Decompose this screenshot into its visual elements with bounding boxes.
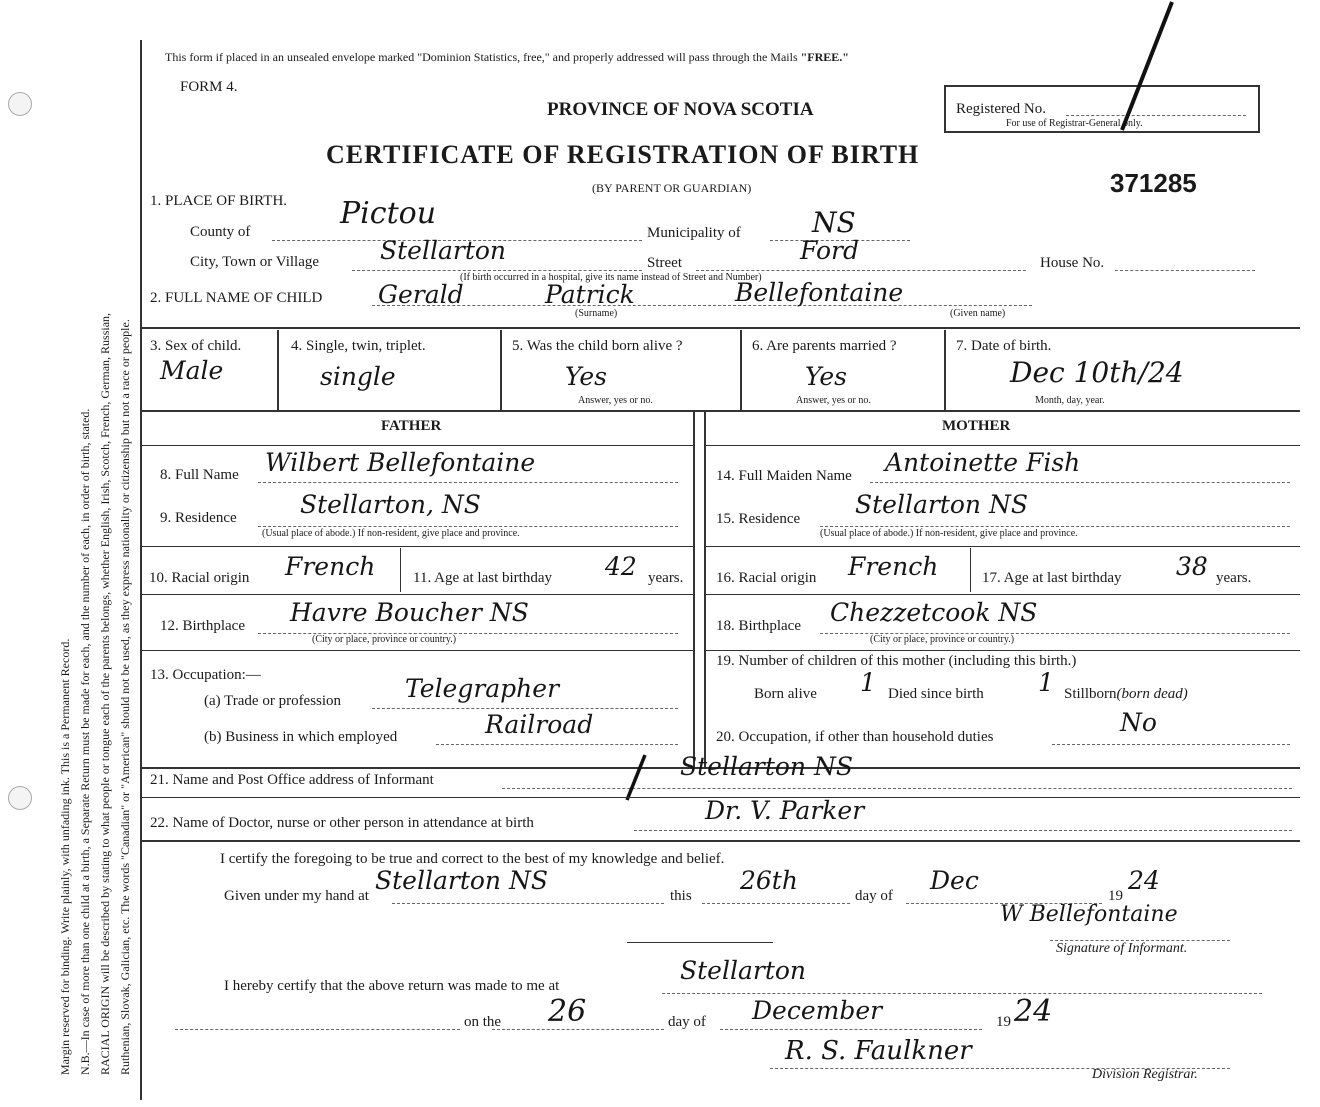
occupation-label: 13. Occupation:— xyxy=(150,667,261,683)
certificate-title: CERTIFICATE OF REGISTRATION OF BIRTH xyxy=(326,140,920,169)
margin-note-3: RACIAL ORIGIN will be described by stating to what people or tongue each of the parents belongs, whether English, Irish, Scotch, French, German, Russian, xyxy=(98,312,112,1075)
municipality-label: Municipality of xyxy=(647,225,741,241)
father-name-value: Wilbert Bellefontaine xyxy=(265,448,536,477)
answer-note-married: Answer, yes or no. xyxy=(796,395,871,406)
registrar-month-value: December xyxy=(752,996,883,1025)
parents-married-value: Yes xyxy=(805,362,847,391)
certify-year-prefix: 19 xyxy=(1108,888,1123,904)
signature-of-informant-label: Signature of Informant. xyxy=(1056,941,1188,956)
mother-birthplace-label: 18. Birthplace xyxy=(716,618,801,634)
margin-note-4: Ruthenian, Slovak, Galician, etc. The words "Canadian" or "American" should not be used, as they express nationality or citizenship but not a race or people. xyxy=(118,319,132,1075)
form-left-border xyxy=(140,40,142,1100)
born-alive-label: 5. Was the child born alive ? xyxy=(512,338,683,354)
father-usual-note: (Usual place of abode.) If non-resident, give place and province. xyxy=(262,528,520,539)
father-residence-value: Stellarton, NS xyxy=(300,490,481,519)
doctor-value: Dr. V. Parker xyxy=(705,796,865,825)
children-count-label: 19. Number of children of this mother (including this birth.) xyxy=(716,653,1077,669)
registrar-day-of-label: day of xyxy=(668,1014,706,1030)
hospital-note: (If birth occurred in a hospital, give its name instead of Street and Number) xyxy=(460,272,762,283)
informant-signature: W Bellefontaine xyxy=(1000,902,1178,927)
mother-usual-note: (Usual place of abode.) If non-resident, give place and province. xyxy=(820,528,1078,539)
father-age-value: 42 xyxy=(605,552,637,581)
born-alive-count-label: Born alive xyxy=(754,686,817,702)
street-label: Street xyxy=(647,255,682,271)
registrar-year-prefix: 19 xyxy=(996,1014,1011,1030)
sex-label: 3. Sex of child. xyxy=(150,338,242,354)
mother-age-label: 17. Age at last birthday xyxy=(982,570,1122,586)
margin-note-1: Margin reserved for binding. Write plainly, with unfading ink. This is a Permanent Record. xyxy=(58,638,72,1075)
date-of-birth-label: 7. Date of birth. xyxy=(956,338,1052,354)
informant-label: 21. Name and Post Office address of Informant xyxy=(150,772,434,788)
certify-day-of-label: day of xyxy=(855,888,893,904)
child-given-name-1: Gerald xyxy=(378,280,464,309)
parents-married-label: 6. Are parents married ? xyxy=(752,338,897,354)
certify-day-value: 26th xyxy=(740,866,798,895)
punch-hole-top xyxy=(8,92,32,116)
mother-years-label: years. xyxy=(1216,570,1252,586)
mother-occupation-label: 20. Occupation, if other than household duties xyxy=(716,729,994,745)
father-name-label: 8. Full Name xyxy=(160,467,239,483)
registrar-place-value: Stellarton xyxy=(680,956,807,985)
registrar-year-value: 24 xyxy=(1014,994,1053,1029)
registrar-signature: R. S. Faulkner xyxy=(785,1036,972,1066)
informant-value: Stellarton NS xyxy=(680,752,853,781)
given-name-note: (Given name) xyxy=(950,308,1006,319)
business-value: Railroad xyxy=(485,710,594,739)
registered-note: For use of Registrar-General only. xyxy=(1006,118,1143,129)
province-heading: PROVINCE OF NOVA SCOTIA xyxy=(547,99,814,120)
father-age-label: 11. Age at last birthday xyxy=(413,570,552,586)
trade-value: Telegrapher xyxy=(405,674,560,703)
died-since-birth-label: Died since birth xyxy=(888,686,984,702)
street-value: Ford xyxy=(800,236,859,265)
division-registrar-label: Division Registrar. xyxy=(1092,1067,1198,1082)
city-label: City, Town or Village xyxy=(190,254,320,270)
father-birthplace-label: 12. Birthplace xyxy=(160,618,245,634)
mail-notice: This form if placed in an unsealed envelope marked "Dominion Statistics, free," and properly addressed will pass through the Mails "FREE." xyxy=(165,50,849,64)
doctor-label: 22. Name of Doctor, nurse or other person in attendance at birth xyxy=(150,815,534,831)
dob-note: Month, day, year. xyxy=(1035,395,1105,406)
punch-hole-bottom xyxy=(8,786,32,810)
born-alive-count-value: 1 xyxy=(860,668,876,697)
child-name-label: 2. FULL NAME OF CHILD xyxy=(150,290,323,306)
certificate-subtitle: (BY PARENT OR GUARDIAN) xyxy=(592,181,752,195)
father-heading: FATHER xyxy=(381,418,442,434)
trade-label: (a) Trade or profession xyxy=(204,693,342,709)
mother-residence-label: 15. Residence xyxy=(716,511,801,527)
died-since-birth-value: 1 xyxy=(1038,668,1054,697)
mother-residence-value: Stellarton NS xyxy=(855,490,1028,519)
municipality-value: NS xyxy=(812,206,856,239)
mother-racial-value: French xyxy=(848,552,939,581)
parents-divider xyxy=(693,412,695,767)
mother-occupation-value: No xyxy=(1120,708,1157,737)
mother-name-value: Antoinette Fish xyxy=(885,448,1081,477)
child-surname: Bellefontaine xyxy=(735,278,904,307)
registrar-day-value: 26 xyxy=(548,994,587,1029)
father-city-note: (City or place, province or country.) xyxy=(312,634,457,645)
father-racial-label: 10. Racial origin xyxy=(149,570,250,586)
margin-note-2: N.B.—In case of more than one child at a birth, a Separate Return must be made for each, and the number of each, in order of birth, stated. xyxy=(78,408,92,1075)
business-label: (b) Business in which employed xyxy=(204,729,398,745)
father-years-label: years. xyxy=(648,570,684,586)
registered-label: Registered No. xyxy=(956,101,1046,117)
certify-statement: I certify the foregoing to be true and correct to the best of my knowledge and belief. xyxy=(220,851,725,867)
mother-racial-label: 16. Racial origin xyxy=(716,570,817,586)
answer-note-alive: Answer, yes or no. xyxy=(578,395,653,406)
father-residence-label: 9. Residence xyxy=(160,510,237,526)
sex-value: Male xyxy=(160,356,224,385)
house-number-label: House No. xyxy=(1040,255,1105,271)
mother-name-label: 14. Full Maiden Name xyxy=(716,468,852,484)
child-given-name-2: Patrick xyxy=(545,280,635,309)
on-the-label: on the xyxy=(464,1014,502,1030)
born-alive-value: Yes xyxy=(565,362,607,391)
given-under-label: Given under my hand at xyxy=(224,888,369,904)
city-value: Stellarton xyxy=(380,236,507,265)
date-of-birth-value: Dec 10th/24 xyxy=(1010,356,1184,389)
form-number: FORM 4. xyxy=(180,79,238,95)
this-label: this xyxy=(670,888,692,904)
informant-pen-mark xyxy=(615,750,655,810)
mother-city-note: (City or place, province or country.) xyxy=(870,634,1015,645)
registrar-statement: I hereby certify that the above return was made to me at xyxy=(224,978,560,994)
plurality-value: single xyxy=(320,362,396,391)
father-racial-value: French xyxy=(285,552,376,581)
certify-month-value: Dec xyxy=(930,866,979,895)
county-value: Pictou xyxy=(340,196,437,231)
pen-stroke-mark xyxy=(1100,0,1190,140)
certify-year-value: 24 xyxy=(1128,866,1160,895)
father-birthplace-value: Havre Boucher NS xyxy=(290,598,529,627)
mother-age-value: 38 xyxy=(1176,552,1208,581)
mother-heading: MOTHER xyxy=(942,418,1011,434)
given-place-value: Stellarton NS xyxy=(375,866,548,895)
registration-stamp-number: 371285 xyxy=(1110,168,1197,198)
county-label: County of xyxy=(190,224,251,240)
place-of-birth-label: 1. PLACE OF BIRTH. xyxy=(150,193,288,209)
stillborn-label: Stillborn(born dead) xyxy=(1064,686,1188,702)
mother-birthplace-value: Chezzetcook NS xyxy=(830,598,1038,627)
surname-note: (Surname) xyxy=(575,308,618,319)
plurality-label: 4. Single, twin, triplet. xyxy=(291,338,426,354)
